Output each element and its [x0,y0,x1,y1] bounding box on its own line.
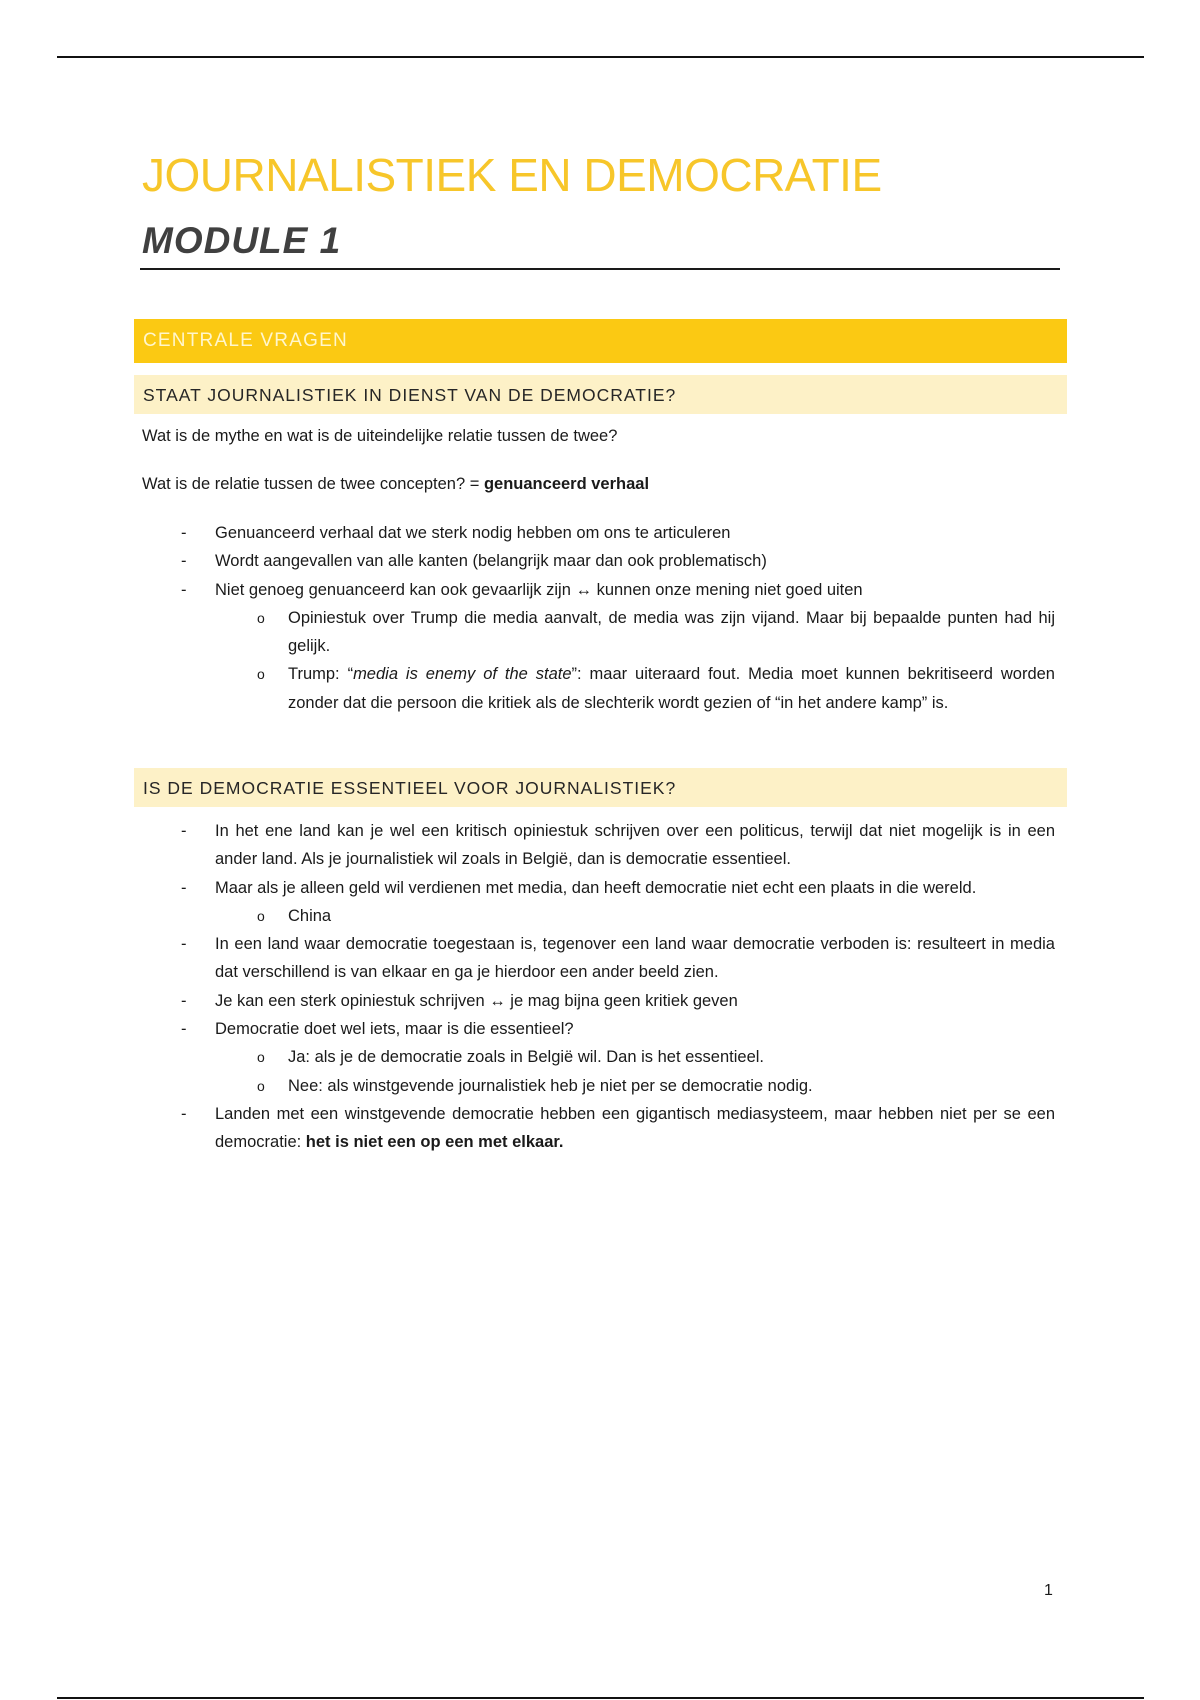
list-item: - Niet genoeg genuanceerd kan ook gevaarlijk zijn ↔ kunnen onze mening niet goed uiten [215,576,1055,604]
list-item: - Je kan een sterk opiniestuk schrijven ↔ je mag bijna geen kritiek geven [215,987,1055,1015]
paragraph-question-2 [142,475,649,494]
list-item: - Genuanceerd verhaal dat we sterk nodig hebben om ons te articuleren [215,519,1055,547]
subheading-1: STAAT JOURNALISTIEK IN DIENST VAN DE DEMOCRATIE? [143,385,677,405]
section-heading: CENTRALE VRAGEN [143,330,348,351]
bullet-list-1 [0,519,1055,717]
sub-list-item [288,660,1055,717]
list-item: - In een land waar democratie toegestaan is, tegenover een land waar democratie verboden is: resulteert in media dat verschillend is van elkaar en ga je hierdoor een ander beeld zien. [215,930,1055,987]
sub-list-item: o Opiniestuk over Trump die media aanvalt, de media was zijn vijand. Maar bij bepaalde punten had hij gelijk. [288,604,1055,661]
page-subtitle: MODULE 1 [142,220,342,261]
list-item: - Democratie doet wel iets, maar is die essentieel? [215,1015,1055,1043]
section-heading-bar [134,319,1067,363]
top-rule [57,56,1144,58]
subheading-bar-2 [134,768,1067,807]
last-item-bold: het is niet een op een met elkaar. [305,1133,564,1152]
question-2-text: Wat is de relatie tussen de twee concepten? = [142,475,484,493]
page-title: JOURNALISTIEK EN DEMOCRATIE [142,149,882,201]
quote-prefix: Trump: “ [288,665,354,684]
subheading-2: IS DE DEMOCRATIE ESSENTIEEL VOOR JOURNALISTIEK? [143,778,677,798]
sub-list-item: o Nee: als winstgevende journalistiek heb je niet per se democratie nodig. [288,1072,1055,1100]
list-item: - Maar als je alleen geld wil verdienen met media, dan heeft democratie niet echt een plaats in die wereld. [215,874,1055,902]
sub-list-item: o Ja: als je de democratie zoals in België wil. Dan is het essentieel. [288,1043,1055,1071]
list-item: - Wordt aangevallen van alle kanten (belangrijk maar dan ook problematisch) [215,547,1055,575]
quote-suffix: ”: maar uiteraard fout. Media moet kunnen bekritiseerd worden zonder dat die persoon die kritiek als de slechterik wordt gezien of “in het andere kamp” is. [288,665,1055,712]
paragraph-question-1: Wat is de mythe en wat is de uiteindelijke relatie tussen de twee? [142,427,618,445]
quote-italic: media is enemy of the state [353,665,572,684]
last-item-text: Landen met een winstgevende democratie hebben een gigantisch mediasysteem, maar hebben niet per se een democratie: [215,1104,1055,1152]
question-2-bold: genuanceerd verhaal [483,475,650,493]
page-number: 1 [1044,1582,1053,1599]
list-item [215,1100,1055,1157]
bottom-rule [57,1697,1144,1699]
sub-list-item: o China [288,902,1055,930]
bullet-list-2 [0,817,1055,1157]
list-item: - In het ene land kan je wel een kritisch opiniestuk schrijven over een politicus, terwijl dat niet mogelijk is in een ander land. Als je journalistiek wil zoals in België, dan is democratie essentieel. [215,817,1055,874]
title-underline [140,268,1060,270]
subheading-bar-1 [134,375,1067,414]
